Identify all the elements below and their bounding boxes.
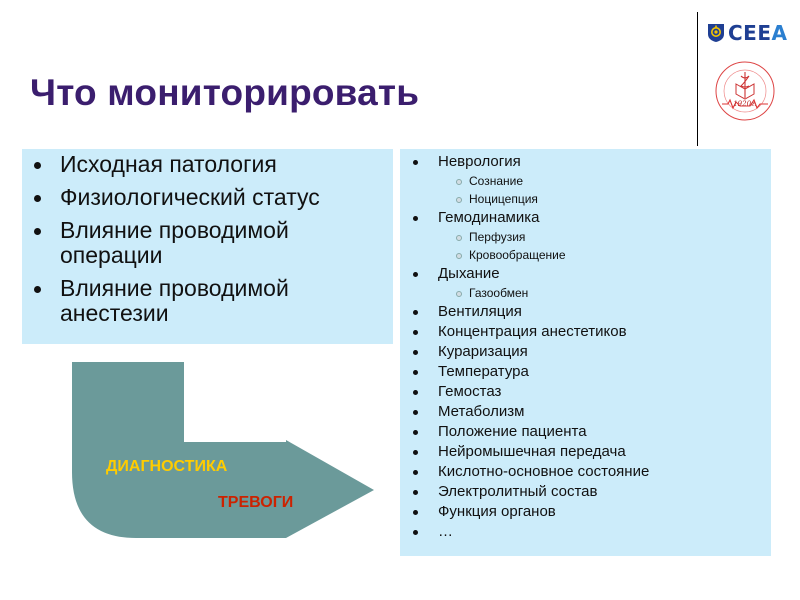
parameter-item: Электролитный состав <box>400 482 771 502</box>
diagnosis-label: ДИАГНОСТИКА <box>106 458 228 475</box>
parameter-item: Вентиляция <box>400 302 771 322</box>
alarms-label: ТРЕВОГИ <box>218 494 294 511</box>
ceea-logo-text: CEE <box>728 21 772 45</box>
university-seal-icon <box>714 60 776 122</box>
factor-item: Влияние проводимой анестезии <box>22 276 393 326</box>
parameter-item: Концентрация анестетиков <box>400 322 771 342</box>
parameter-item: … <box>400 522 771 542</box>
parameter-item: Дыхание <box>400 264 771 284</box>
monitoring-factors-list <box>22 149 393 326</box>
factor-item: Физиологический статус <box>22 185 393 210</box>
diagnosis-arrow-icon <box>66 362 378 540</box>
parameter-item: Метаболизм <box>400 402 771 422</box>
parameter-item: Нейромышечная передача <box>400 442 771 462</box>
monitoring-factors-box <box>22 149 393 344</box>
parameter-item: Гемодинамика <box>400 208 771 228</box>
seal-year: 1920г. <box>733 100 757 108</box>
parameter-item: Неврология <box>400 152 771 172</box>
parameter-item: Кураризация <box>400 342 771 362</box>
parameter-item: Функция органов <box>400 502 771 522</box>
parameter-subitem: Кровообращение <box>400 246 771 264</box>
factor-item: Исходная патология <box>22 152 393 177</box>
parameter-item: Кислотно-основное состояние <box>400 462 771 482</box>
parameter-subitem: Сознание <box>400 172 771 190</box>
parameter-subitem: Газообмен <box>400 284 771 302</box>
vertical-divider <box>697 12 698 146</box>
ceea-logo-text-accent: A <box>771 21 788 45</box>
monitoring-parameters-list <box>400 149 771 542</box>
ceea-emblem-icon <box>707 23 725 43</box>
factor-item: Влияние проводимой операции <box>22 218 393 268</box>
parameter-subitem: Ноцицепция <box>400 190 771 208</box>
monitoring-parameters-box <box>400 149 771 556</box>
ceea-logo <box>707 22 788 44</box>
parameter-item: Гемостаз <box>400 382 771 402</box>
slide-title: Что мониторировать <box>30 72 420 113</box>
parameter-item: Температура <box>400 362 771 382</box>
parameter-item: Положение пациента <box>400 422 771 442</box>
parameter-subitem: Перфузия <box>400 228 771 246</box>
